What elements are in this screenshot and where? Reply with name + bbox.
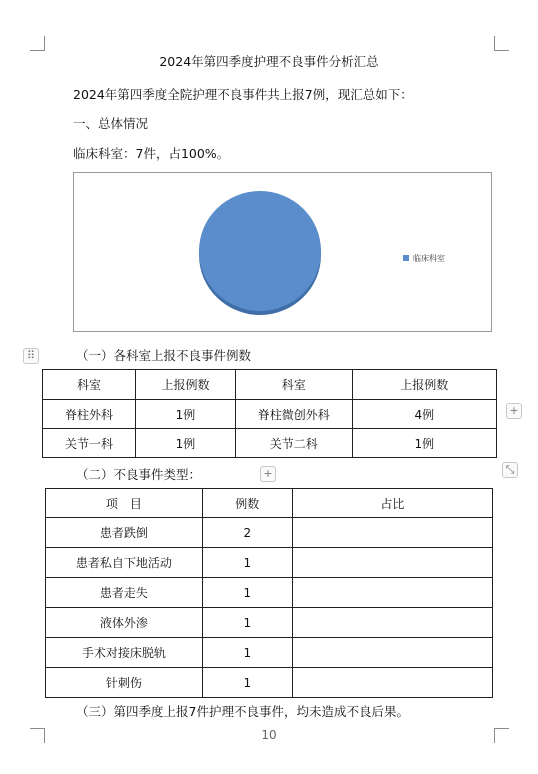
pie-slice[interactable]: [199, 191, 321, 311]
type-table-cell: [292, 638, 492, 668]
pie-chart-canvas: [74, 173, 491, 331]
type-table-cell: [292, 578, 492, 608]
intro-paragraph: 2024年第四季度全院护理不良事件共上报7例，现汇总如下：: [73, 87, 413, 102]
subheading-dept-counts: （一）各科室上报不良事件例数: [76, 348, 252, 363]
type-table-header-cell: 例数: [202, 489, 292, 518]
table-row: [46, 668, 493, 698]
summary-no-harm: （三）第四季度上报7件护理不良事件，均未造成不良后果。: [76, 704, 409, 719]
type-table-cell: 患者走失: [46, 578, 203, 608]
dept-table-header-cell: 上报例数: [136, 370, 236, 400]
type-table-cell: [292, 518, 492, 548]
dept-table-cell: 关节二科: [235, 429, 352, 458]
subheading-event-types: （二）不良事件类型：: [76, 467, 202, 482]
type-table-cell: 2: [202, 518, 292, 548]
type-table-cell: 1: [202, 578, 292, 608]
table-row: [43, 429, 497, 458]
type-table-cell: 患者私自下地活动: [46, 548, 203, 578]
dept-table-cell: 关节一科: [43, 429, 136, 458]
table-move-handle[interactable]: ⠿: [23, 348, 39, 364]
type-table-cell: 液体外渗: [46, 608, 203, 638]
section-heading-overview: 一、总体情况: [73, 116, 149, 131]
table-resize-handle[interactable]: ⤡: [502, 462, 518, 478]
page-number: 10: [261, 728, 277, 742]
type-table-header-cell: 占比: [292, 489, 492, 518]
type-table-header-row: [46, 489, 493, 518]
dept-table-header-cell: 科室: [43, 370, 136, 400]
add-column-button[interactable]: +: [506, 403, 522, 419]
type-table-cell: [292, 608, 492, 638]
event-types-table: [45, 488, 493, 698]
crop-mark-top-right: [494, 36, 509, 51]
type-table-cell: 针刺伤: [46, 668, 203, 698]
clinical-dept-summary: 临床科室：7件，占100%。: [73, 146, 230, 161]
type-table-cell: 1: [202, 638, 292, 668]
dept-table-cell: 脊柱微创外科: [235, 400, 352, 429]
add-row-button[interactable]: +: [260, 466, 276, 482]
dept-table-cell: 1例: [352, 429, 496, 458]
document-title: 2024年第四季度护理不良事件分析汇总: [159, 54, 379, 69]
table-row: [46, 518, 493, 548]
type-table-cell: 1: [202, 608, 292, 638]
type-table-cell: 1: [202, 548, 292, 578]
dept-table-header-cell: 上报例数: [352, 370, 496, 400]
table-row: [46, 638, 493, 668]
dept-table-header-cell: 科室: [235, 370, 352, 400]
dept-counts-table: [42, 369, 497, 458]
type-table-cell: [292, 668, 492, 698]
type-table-header-cell: 项 目: [46, 489, 203, 518]
table-row: [46, 578, 493, 608]
legend-label: 临床科室: [413, 254, 445, 263]
type-table-cell: 1: [202, 668, 292, 698]
pie-chart[interactable]: [73, 172, 492, 332]
crop-mark-top-left: [30, 36, 45, 51]
dept-table-cell: 4例: [352, 400, 496, 429]
type-table-cell: [292, 548, 492, 578]
dept-table-cell: 脊柱外科: [43, 400, 136, 429]
table-row: [46, 548, 493, 578]
legend-swatch: [403, 255, 409, 261]
dept-table-cell: 1例: [136, 400, 236, 429]
dept-table-cell: 1例: [136, 429, 236, 458]
type-table-cell: 手术对接床脱轨: [46, 638, 203, 668]
dept-table-header-row: [43, 370, 497, 400]
table-row: [43, 400, 497, 429]
type-table-cell: 患者跌倒: [46, 518, 203, 548]
table-row: [46, 608, 493, 638]
